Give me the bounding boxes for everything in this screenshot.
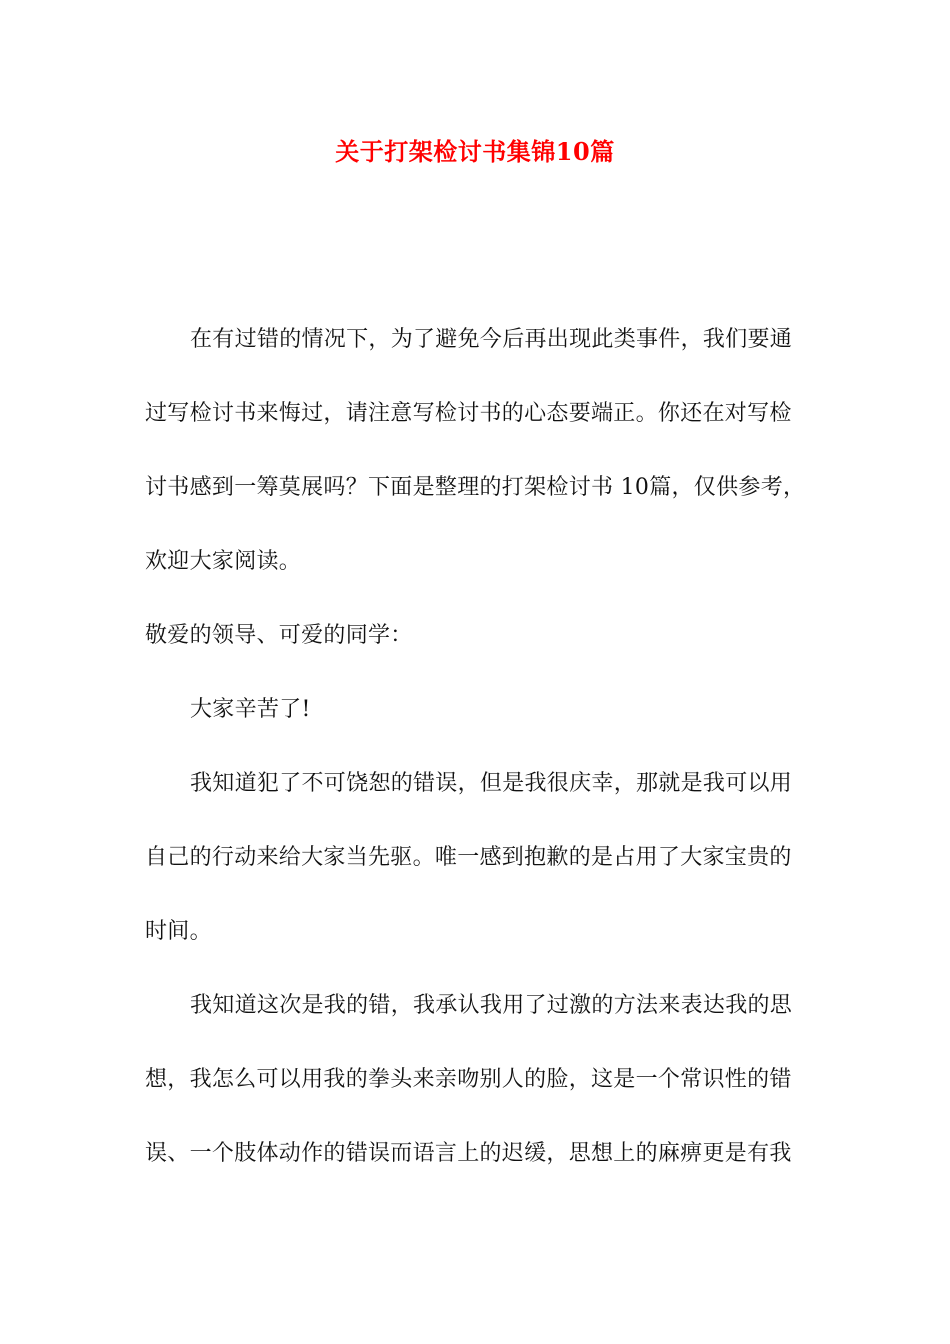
paragraph-line: 误、一个肢体动作的错误而语言上的迟缓，思想上的麻痹更是有我 bbox=[145, 1141, 792, 1166]
paragraph-line: 在有过错的情况下，为了避免今后再出现此类事件，我们要通 bbox=[190, 327, 793, 352]
paragraph-line: 我知道犯了不可饶恕的错误，但是我很庆幸，那就是我可以用 bbox=[190, 771, 793, 796]
paragraph-line: 大家辛苦了! bbox=[190, 697, 311, 722]
paragraph-line: 讨书感到一筹莫展吗？下面是整理的打架检讨书 10篇，仅供参考， bbox=[145, 475, 806, 500]
salutation-line: 敬爱的领导、可爱的同学： bbox=[145, 623, 413, 648]
document-title: 关于打架检讨书集锦10篇 bbox=[335, 137, 615, 166]
paragraph-line: 时间。 bbox=[145, 919, 212, 944]
paragraph-line: 想，我怎么可以用我的拳头来亲吻别人的脸，这是一个常识性的错 bbox=[145, 1067, 792, 1092]
document-body bbox=[145, 320, 807, 1208]
paragraph-line: 自己的行动来给大家当先驱。唯一感到抱歉的是占用了大家宝贵的 bbox=[145, 845, 792, 870]
paragraph-line: 过写检讨书来悔过，请注意写检讨书的心态要端正。你还在对写检 bbox=[145, 401, 792, 426]
paragraph-line: 我知道这次是我的错，我承认我用了过激的方法来表达我的思 bbox=[190, 993, 793, 1018]
paragraph-line: 欢迎大家阅读。 bbox=[145, 549, 302, 574]
